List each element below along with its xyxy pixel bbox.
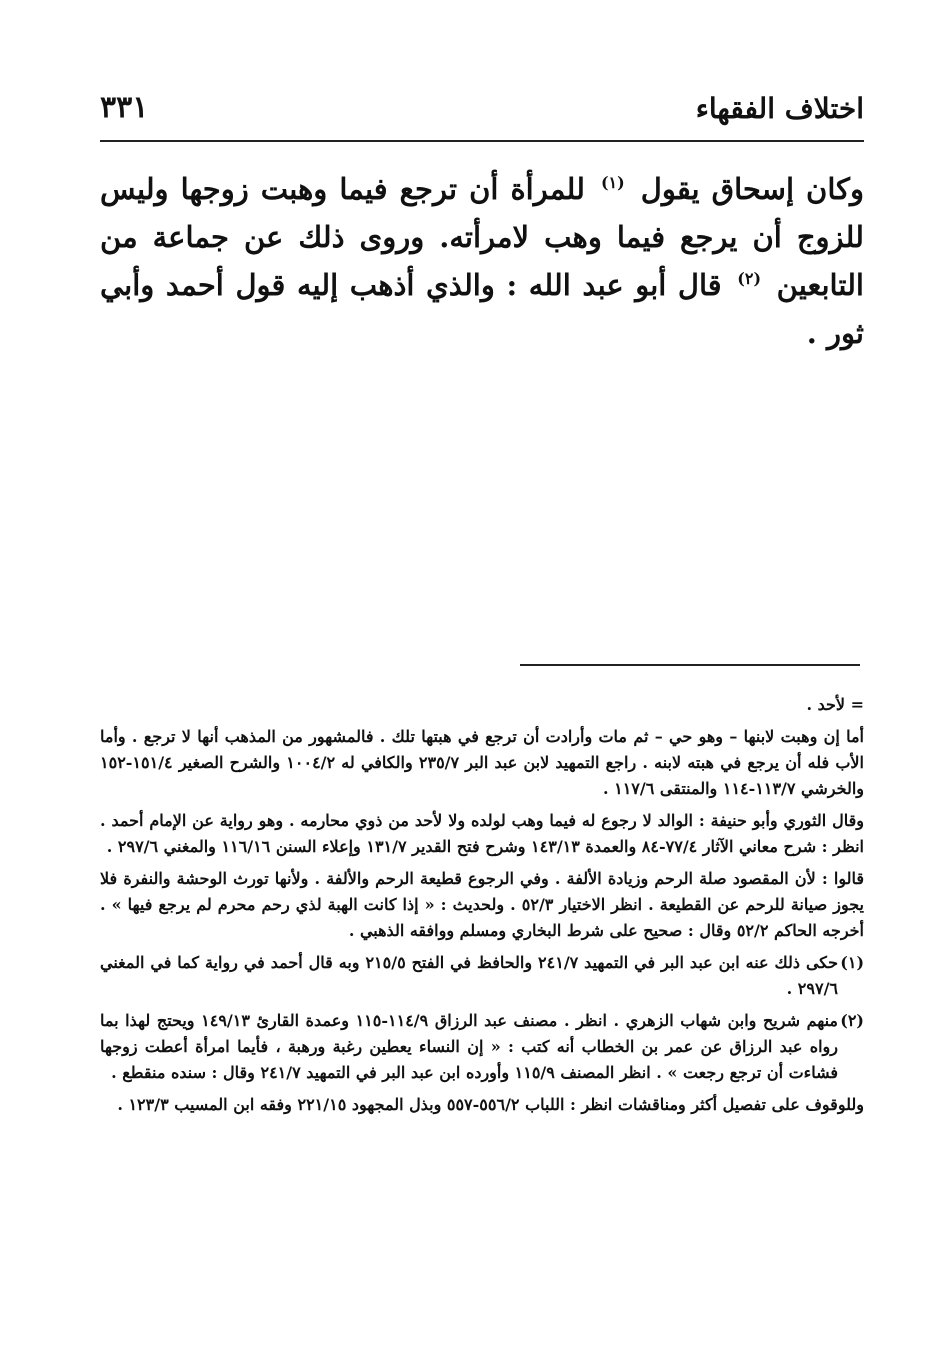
note-closing: وللوقوف على تفصيل أكثر ومناقشات انظر : اللباب ٥٥٦/٢-٥٥٧ وبذل المجهود ٢٢١/١٥ وفقه ابن المسيب ١٢٣/٣ . (117, 1095, 864, 1114)
page-number: ٣٣١ (100, 90, 149, 125)
main-text-segment: للمرأة أن ترجع فيما وهبت زوجها وليس للزوج أن يرجع فيما وهب لامرأته. وروى ذلك عن جماعة من التابعين (100, 172, 864, 302)
footnote-separator (520, 664, 860, 666)
footnote-text: حكى ذلك عنه ابن عبد البر في التمهيد ٢٤١/٧ والحافظ في الفتح ٢١٥/٥ وبه قال أحمد في رواية كما في المغني ٢٩٧/٦ . (100, 953, 839, 998)
note-continuation: = لأحد . (806, 695, 864, 714)
running-title: اختلاف الفقهاء (695, 92, 864, 125)
main-text-segment: قال أبو عبد الله : والذي أذهب إليه قول أحمد وأبي ثور . (100, 268, 864, 350)
footnotes (100, 692, 864, 1124)
note-paragraph: أما إن وهبت لابنها – وهو حي – ثم مات وأرادت أن ترجع في هبتها تلك . فالمشهور من المذهب أنها لا ترجع . وأما الأب فله أن يرجع في هبته لابنه . راجع التمهيد لابن عبد البر ٢٣٥/٧ والكافي له ١٠٠٤/٢ والشرح الصغير ١٥١/٤-١٥٢ والخرشي ١١٣/٧-١١٤ والمنتقى ١١٧/٦ . (100, 727, 865, 798)
main-text (100, 165, 864, 357)
note-paragraph: قالوا : لأن المقصود صلة الرحم وزيادة الألفة . وفي الرجوع قطيعة الرحم والألفة . ولأنها تورث الوحشة والنفرة فلا يجوز صيانة للرحم عن القطيعة . انظر الاختيار ٥٢/٣ . ولحديث : « إذا كانت الهبة لذي رحم محرم لم يرجع فيها » . أخرجه الحاكم ٥٢/٢ وقال : صحيح على شرط البخاري ومسلم ووافقه الذهبي . (100, 869, 864, 940)
footnote-ref-1: (١) (600, 173, 625, 193)
footnote-text: منهم شريح وابن شهاب الزهري . انظر . مصنف عبد الرزاق ١١٤/٩-١١٥ وعمدة القارئ ١٤٩/١٣ ويحتج لهذا بما رواه عبد الرزاق عن عمر بن الخطاب أنه كتب : « إن النساء يعطين رغبة ورهبة ، فأيما امرأة أعطت زوجها فشاءت أن ترجع رجعت » . انظر المصنف ١١٥/٩ وأورده ابن عبد البر في التمهيد ٢٤١/٧ وقال : سنده منقطع . (100, 1011, 839, 1082)
footnote-number: (٢) (840, 1011, 864, 1030)
main-text-segment: وكان إسحاق يقول (640, 172, 864, 206)
footnote-number: (١) (840, 953, 865, 972)
note-paragraph: وقال الثوري وأبو حنيفة : الوالد لا رجوع له فيما وهب لولده ولا لأحد من ذوي محارمه . وهو رواية عن الإمام أحمد . انظر : شرح معاني الآثار ٧٧/٤-٨٤ والعمدة ١٤٣/١٣ وشرح فتح القدير ١٣١/٧ وإعلاء السنن ١١٦/١٦ والمغني ٢٩٧/٦ . (100, 811, 864, 856)
main-paragraph (100, 165, 864, 357)
footnote-2 (100, 1008, 864, 1086)
footnote-1 (100, 950, 864, 1002)
page-header (100, 88, 864, 142)
footnote-ref-2: (٢) (737, 269, 762, 289)
